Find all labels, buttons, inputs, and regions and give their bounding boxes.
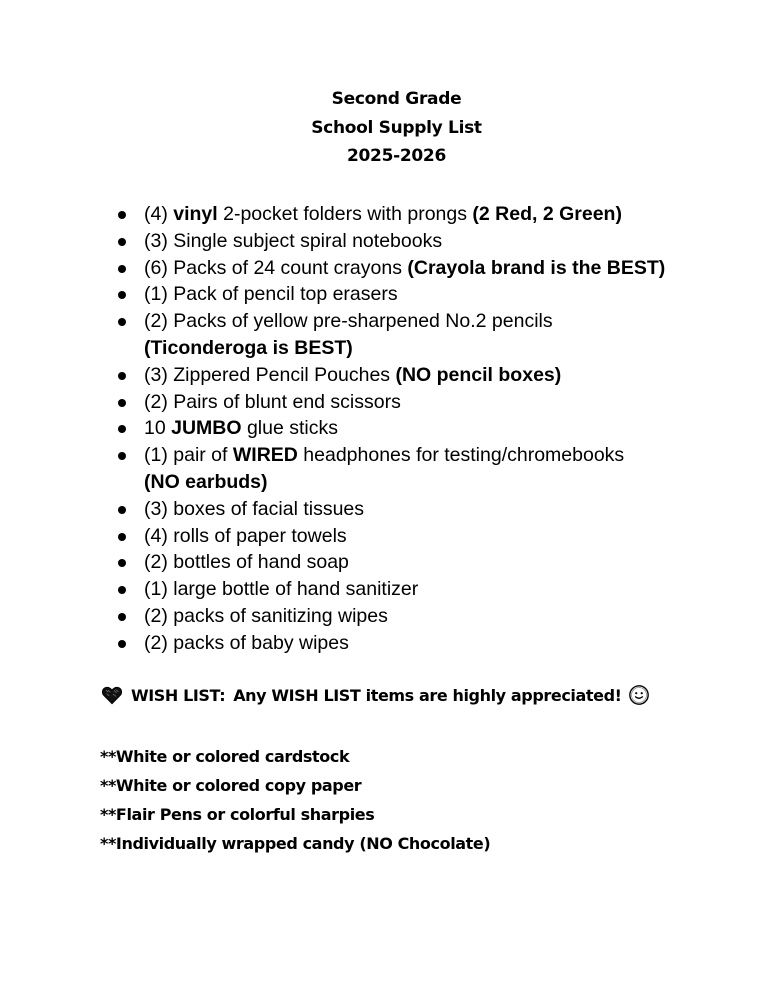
bullet-icon bbox=[118, 291, 126, 299]
bullet-icon bbox=[118, 586, 126, 594]
wish-list-label: WISH LIST: bbox=[131, 685, 226, 705]
wish-list-item: **White or colored copy paper bbox=[100, 776, 362, 795]
title-grade: Second Grade bbox=[331, 89, 462, 109]
list-item: (2) packs of sanitizing wipes bbox=[116, 603, 665, 630]
list-item: (3) Zippered Pencil Pouches (NO pencil boxes) bbox=[116, 362, 665, 389]
title-list: School Supply List bbox=[311, 118, 482, 138]
heart-icon bbox=[101, 684, 123, 706]
list-item: (6) Packs of 24 count crayons (Crayola brand is the BEST) bbox=[116, 255, 665, 282]
bullet-icon bbox=[118, 640, 126, 648]
wish-list-item: **White or colored cardstock bbox=[100, 747, 350, 766]
supply-list bbox=[116, 201, 665, 657]
wish-list-item: **Individually wrapped candy (NO Chocolate) bbox=[100, 834, 491, 853]
bullet-icon bbox=[118, 452, 126, 460]
list-item: (3) boxes of facial tissues bbox=[116, 496, 665, 523]
list-item: 10 JUMBO glue sticks bbox=[116, 415, 665, 442]
list-item: (1) large bottle of hand sanitizer bbox=[116, 576, 665, 603]
bullet-icon bbox=[118, 372, 126, 380]
bullet-icon bbox=[118, 265, 126, 273]
list-item: (2) Pairs of blunt end scissors bbox=[116, 389, 665, 416]
wish-list-text: Any WISH LIST items are highly appreciated! bbox=[233, 685, 622, 705]
bullet-icon bbox=[118, 533, 126, 541]
wish-list-items bbox=[100, 742, 490, 858]
list-item: (2) bottles of hand soap bbox=[116, 549, 665, 576]
bullet-icon bbox=[118, 425, 126, 433]
smiley-icon bbox=[628, 684, 650, 706]
list-item: (2) Packs of yellow pre-sharpened No.2 pencils (Ticonderoga is BEST) bbox=[116, 308, 665, 362]
bullet-icon bbox=[118, 559, 126, 567]
list-item: (3) Single subject spiral notebooks bbox=[116, 228, 665, 255]
title-year: 2025-2026 bbox=[347, 146, 446, 166]
wish-list-item: **Flair Pens or colorful sharpies bbox=[100, 805, 375, 824]
bullet-icon bbox=[118, 506, 126, 514]
list-item: (4) rolls of paper towels bbox=[116, 523, 665, 550]
list-item: (1) pair of WIRED headphones for testing/chromebooks (NO earbuds) bbox=[116, 442, 665, 496]
bullet-icon bbox=[118, 238, 126, 246]
list-item: (2) packs of baby wipes bbox=[116, 630, 665, 657]
list-item: (4) vinyl 2-pocket folders with prongs (2 Red, 2 Green) bbox=[116, 201, 665, 228]
bullet-icon bbox=[118, 613, 126, 621]
bullet-icon bbox=[118, 211, 126, 219]
wish-list-heading bbox=[101, 684, 650, 706]
list-item: (1) Pack of pencil top erasers bbox=[116, 281, 665, 308]
bullet-icon bbox=[118, 399, 126, 407]
bullet-icon bbox=[118, 318, 126, 326]
